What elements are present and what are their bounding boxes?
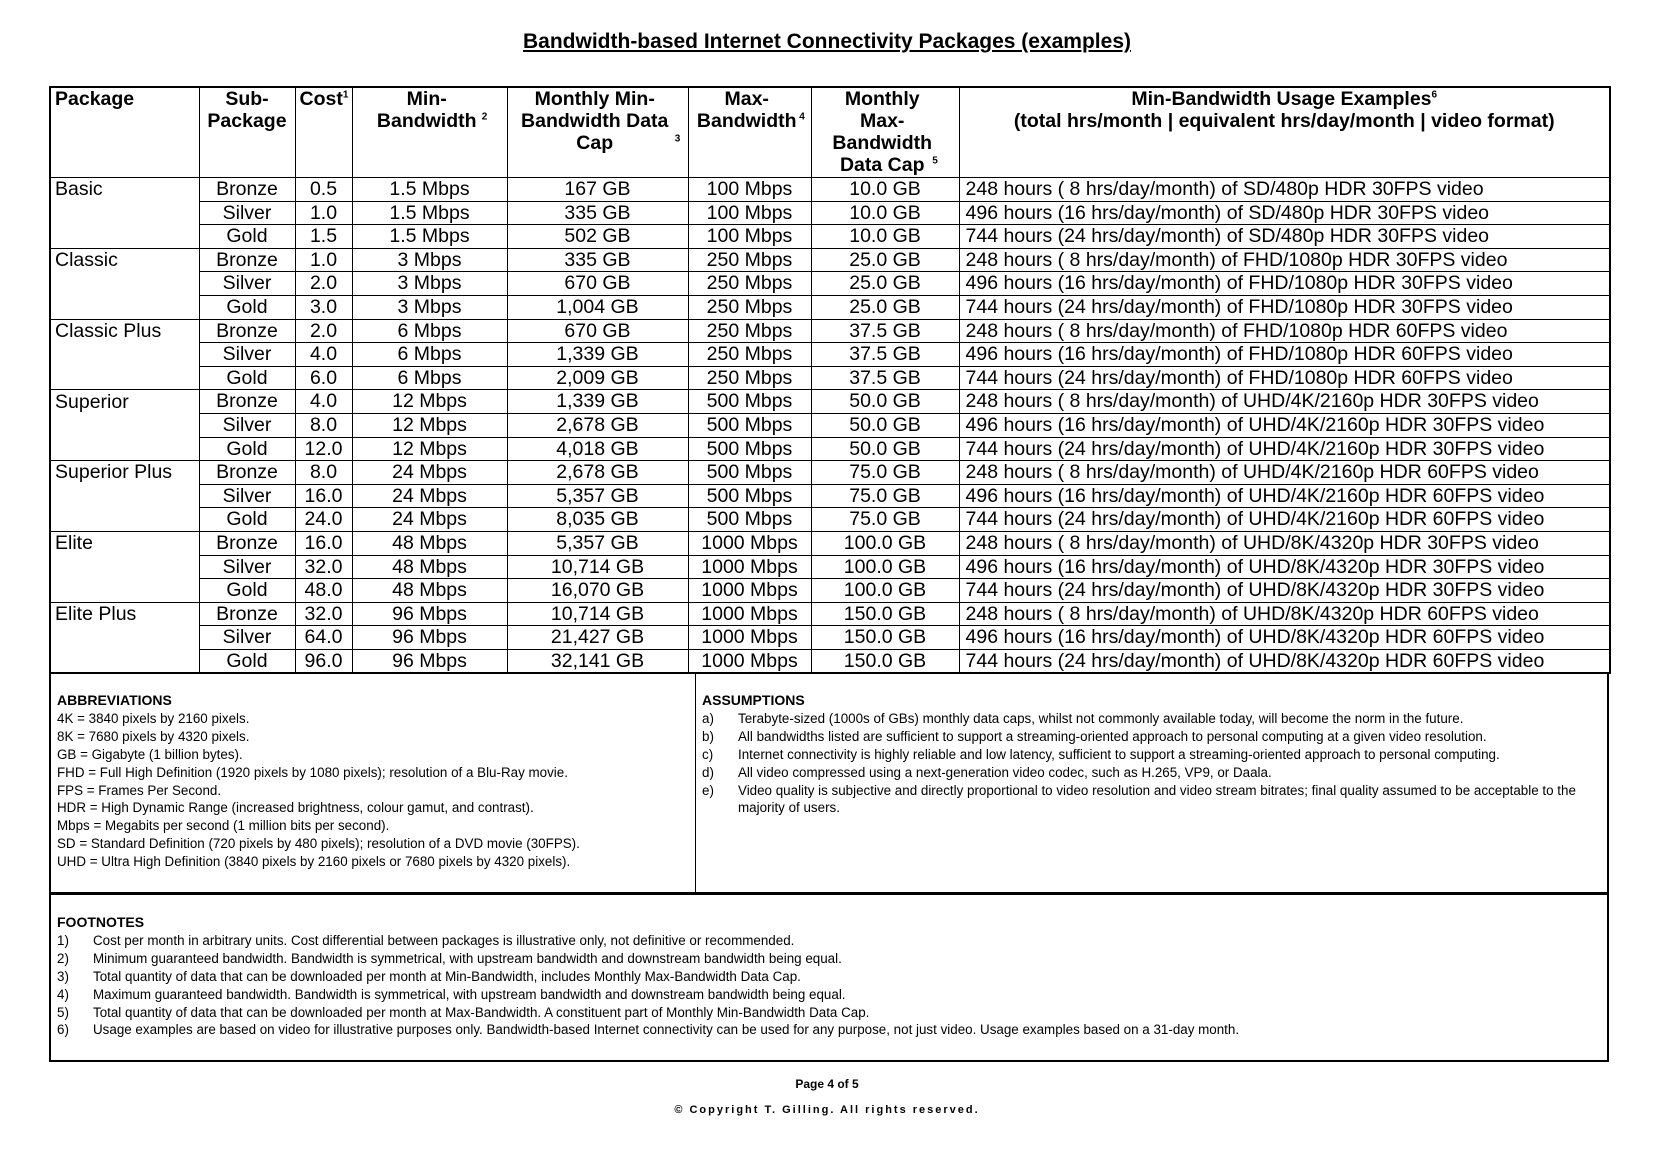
header-max-bandwidth: Max-Bandwidth $^4$ bbox=[688, 87, 811, 178]
cell-usage: 744 hours (24 hrs/day/month) of FHD/1080p HDR 30FPS video bbox=[959, 295, 1610, 319]
cell-min-bandwidth: 48 Mbps bbox=[352, 555, 507, 579]
footnote-text: Total quantity of data that can be downloaded per month at Max-Bandwidth. A constituent part of Monthly Min-Bandwidth Data Cap. bbox=[93, 1004, 870, 1020]
footnote-label: 5) bbox=[57, 1004, 69, 1020]
cell-cost: 4.0 bbox=[295, 390, 352, 414]
cell-package bbox=[50, 626, 199, 650]
table-row bbox=[50, 555, 1610, 579]
cell-usage: 496 hours (16 hrs/day/month) of UHD/8K/4320p HDR 30FPS video bbox=[959, 555, 1610, 579]
cell-package: Classic Plus bbox=[50, 319, 199, 343]
cell-usage: 744 hours (24 hrs/day/month) of UHD/4K/2160p HDR 30FPS video bbox=[959, 437, 1610, 461]
cell-cost: 96.0 bbox=[295, 649, 352, 673]
cell-package: Basic bbox=[50, 178, 199, 202]
copyright: © Copyright T. Gilling. All rights reserved. bbox=[674, 1104, 980, 1116]
cell-min-bandwidth: 96 Mbps bbox=[352, 626, 507, 650]
cell-min-bandwidth: 24 Mbps bbox=[352, 461, 507, 485]
cell-usage: 744 hours (24 hrs/day/month) of SD/480p HDR 30FPS video bbox=[959, 225, 1610, 249]
cell-min-bandwidth: 12 Mbps bbox=[352, 390, 507, 414]
cell-min-bandwidth: 3 Mbps bbox=[352, 248, 507, 272]
cell-min-bandwidth: 12 Mbps bbox=[352, 437, 507, 461]
cell-max-cap: 25.0 GB bbox=[811, 295, 959, 319]
cell-usage: 496 hours (16 hrs/day/month) of FHD/1080p HDR 60FPS video bbox=[959, 343, 1610, 367]
cell-cost: 48.0 bbox=[295, 579, 352, 603]
cell-max-bandwidth: 500 Mbps bbox=[688, 508, 811, 532]
cell-min-bandwidth: 1.5 Mbps bbox=[352, 201, 507, 225]
cell-sub-package: Gold bbox=[199, 295, 295, 319]
cell-usage: 496 hours (16 hrs/day/month) of UHD/4K/2160p HDR 30FPS video bbox=[959, 413, 1610, 437]
cell-usage: 744 hours (24 hrs/day/month) of UHD/8K/4320p HDR 30FPS video bbox=[959, 579, 1610, 603]
table-row bbox=[50, 225, 1610, 249]
cell-cost: 64.0 bbox=[295, 626, 352, 650]
cell-sub-package: Gold bbox=[199, 225, 295, 249]
cell-min-bandwidth: 24 Mbps bbox=[352, 484, 507, 508]
cell-cost: 8.0 bbox=[295, 461, 352, 485]
cell-max-bandwidth: 100 Mbps bbox=[688, 178, 811, 202]
abbreviation-item: Mbps = Megabits per second (1 million bits per second). bbox=[57, 818, 390, 834]
cell-min-cap: 335 GB bbox=[507, 201, 688, 225]
cell-cost: 32.0 bbox=[295, 555, 352, 579]
footnote-label: 3) bbox=[57, 968, 69, 984]
table-row bbox=[50, 272, 1610, 296]
cell-min-cap: 1,004 GB bbox=[507, 295, 688, 319]
footnotes-heading: FOOTNOTES bbox=[57, 914, 145, 930]
cell-max-cap: 10.0 GB bbox=[811, 225, 959, 249]
table-row bbox=[50, 531, 1610, 555]
cell-package: Superior bbox=[50, 390, 199, 414]
cell-max-cap: 50.0 GB bbox=[811, 390, 959, 414]
footnote-text: Minimum guaranteed bandwidth. Bandwidth is symmetrical, with upstream bandwidth and downstream bandwidth being equal. bbox=[93, 950, 842, 966]
abbreviation-item: 4K = 3840 pixels by 2160 pixels. bbox=[57, 710, 250, 726]
cell-max-cap: 25.0 GB bbox=[811, 248, 959, 272]
cell-max-bandwidth: 250 Mbps bbox=[688, 343, 811, 367]
cell-max-cap: 100.0 GB bbox=[811, 579, 959, 603]
cell-min-cap: 10,714 GB bbox=[507, 555, 688, 579]
cell-max-cap: 100.0 GB bbox=[811, 531, 959, 555]
cell-max-bandwidth: 1000 Mbps bbox=[688, 649, 811, 673]
cell-min-cap: 32,141 GB bbox=[507, 649, 688, 673]
cell-usage: 744 hours (24 hrs/day/month) of UHD/4K/2160p HDR 60FPS video bbox=[959, 508, 1610, 532]
footnote-item bbox=[57, 1021, 1601, 1039]
table-row bbox=[50, 437, 1610, 461]
cell-package: Classic bbox=[50, 248, 199, 272]
cell-max-cap: 10.0 GB bbox=[811, 201, 959, 225]
cell-package bbox=[50, 343, 199, 367]
abbreviations-heading: ABBREVIATIONS bbox=[57, 692, 172, 708]
footnote-item bbox=[57, 1004, 1601, 1022]
assumption-text: Internet connectivity is highly reliable and low latency, sufficient to support a streaming-oriented approach to personal computing. bbox=[738, 746, 1500, 762]
cell-min-cap: 1,339 GB bbox=[507, 390, 688, 414]
packages-table bbox=[49, 86, 1611, 674]
cell-min-cap: 335 GB bbox=[507, 248, 688, 272]
cell-min-cap: 167 GB bbox=[507, 178, 688, 202]
assumption-item bbox=[702, 710, 1599, 728]
cell-max-cap: 10.0 GB bbox=[811, 178, 959, 202]
cell-max-cap: 37.5 GB bbox=[811, 366, 959, 390]
cell-min-bandwidth: 6 Mbps bbox=[352, 319, 507, 343]
cell-cost: 1.5 bbox=[295, 225, 352, 249]
table-row bbox=[50, 248, 1610, 272]
cell-max-bandwidth: 1000 Mbps bbox=[688, 579, 811, 603]
abbreviation-item: FPS = Frames Per Second. bbox=[57, 782, 222, 798]
assumption-label: c) bbox=[702, 746, 714, 762]
cell-usage: 248 hours ( 8 hrs/day/month) of UHD/4K/2160p HDR 60FPS video bbox=[959, 461, 1610, 485]
cell-max-bandwidth: 100 Mbps bbox=[688, 225, 811, 249]
notes-section bbox=[49, 674, 1609, 894]
page-number: Page 4 of 5 bbox=[795, 1077, 859, 1091]
cell-cost: 4.0 bbox=[295, 343, 352, 367]
cell-package bbox=[50, 508, 199, 532]
cell-sub-package: Silver bbox=[199, 626, 295, 650]
cell-max-cap: 25.0 GB bbox=[811, 272, 959, 296]
cell-cost: 3.0 bbox=[295, 295, 352, 319]
footnote-item bbox=[57, 986, 1601, 1004]
cell-min-bandwidth: 6 Mbps bbox=[352, 366, 507, 390]
cell-sub-package: Silver bbox=[199, 413, 295, 437]
cell-max-bandwidth: 500 Mbps bbox=[688, 437, 811, 461]
table-row bbox=[50, 484, 1610, 508]
cell-min-bandwidth: 48 Mbps bbox=[352, 531, 507, 555]
cell-sub-package: Bronze bbox=[199, 248, 295, 272]
cell-cost: 6.0 bbox=[295, 366, 352, 390]
document-title: Bandwidth-based Internet Connectivity Packages (examples) bbox=[523, 30, 1131, 53]
assumption-text: Video quality is subjective and directly proportional to video resolution and video stream bitrates; final quality assumed to be acceptable to the majority of users. bbox=[738, 782, 1576, 816]
header-min-bandwidth: Min-Bandwidth $^2$ bbox=[352, 87, 507, 178]
cell-max-bandwidth: 100 Mbps bbox=[688, 201, 811, 225]
cell-max-bandwidth: 250 Mbps bbox=[688, 272, 811, 296]
cell-sub-package: Silver bbox=[199, 343, 295, 367]
footnote-label: 6) bbox=[57, 1022, 69, 1038]
cell-min-bandwidth: 3 Mbps bbox=[352, 272, 507, 296]
cell-min-bandwidth: 12 Mbps bbox=[352, 413, 507, 437]
cell-min-cap: 2,678 GB bbox=[507, 413, 688, 437]
cell-sub-package: Silver bbox=[199, 201, 295, 225]
table-row bbox=[50, 413, 1610, 437]
cell-usage: 248 hours ( 8 hrs/day/month) of FHD/1080p HDR 30FPS video bbox=[959, 248, 1610, 272]
cell-min-cap: 21,427 GB bbox=[507, 626, 688, 650]
cell-sub-package: Bronze bbox=[199, 390, 295, 414]
cell-max-bandwidth: 250 Mbps bbox=[688, 319, 811, 343]
table-row bbox=[50, 178, 1610, 202]
cell-min-cap: 502 GB bbox=[507, 225, 688, 249]
footnote-label: 2) bbox=[57, 950, 69, 966]
cell-min-bandwidth: 96 Mbps bbox=[352, 649, 507, 673]
footnote-item bbox=[57, 968, 1601, 986]
cell-min-cap: 2,009 GB bbox=[507, 366, 688, 390]
abbreviation-item: HDR = High Dynamic Range (increased brightness, colour gamut, and contrast). bbox=[57, 800, 534, 816]
cell-sub-package: Bronze bbox=[199, 602, 295, 626]
cell-package bbox=[50, 413, 199, 437]
cell-max-bandwidth: 1000 Mbps bbox=[688, 602, 811, 626]
cell-usage: 248 hours ( 8 hrs/day/month) of FHD/1080p HDR 60FPS video bbox=[959, 319, 1610, 343]
cell-max-bandwidth: 250 Mbps bbox=[688, 248, 811, 272]
cell-usage: 496 hours (16 hrs/day/month) of UHD/4K/2160p HDR 60FPS video bbox=[959, 484, 1610, 508]
cell-sub-package: Gold bbox=[199, 579, 295, 603]
cell-max-bandwidth: 1000 Mbps bbox=[688, 626, 811, 650]
footnote-item bbox=[57, 950, 1601, 968]
cell-cost: 2.0 bbox=[295, 319, 352, 343]
cell-usage: 496 hours (16 hrs/day/month) of SD/480p HDR 30FPS video bbox=[959, 201, 1610, 225]
table-row bbox=[50, 649, 1610, 673]
cell-package bbox=[50, 555, 199, 579]
cell-usage: 744 hours (24 hrs/day/month) of UHD/8K/4320p HDR 60FPS video bbox=[959, 649, 1610, 673]
cell-max-bandwidth: 500 Mbps bbox=[688, 484, 811, 508]
cell-min-bandwidth: 24 Mbps bbox=[352, 508, 507, 532]
table-row bbox=[50, 461, 1610, 485]
cell-min-cap: 670 GB bbox=[507, 272, 688, 296]
cell-max-bandwidth: 500 Mbps bbox=[688, 461, 811, 485]
cell-cost: 16.0 bbox=[295, 531, 352, 555]
cell-min-cap: 1,339 GB bbox=[507, 343, 688, 367]
cell-package bbox=[50, 649, 199, 673]
assumption-item bbox=[702, 728, 1599, 746]
cell-max-cap: 100.0 GB bbox=[811, 555, 959, 579]
cell-cost: 32.0 bbox=[295, 602, 352, 626]
footnote-text: Usage examples are based on video for illustrative purposes only. Bandwidth-based Internet connectivity can be used for any purpose, not just video. Usage examples based on a 31-day month. bbox=[93, 1022, 1240, 1038]
cell-sub-package: Gold bbox=[199, 437, 295, 461]
cell-min-bandwidth: 96 Mbps bbox=[352, 602, 507, 626]
cell-usage: 248 hours ( 8 hrs/day/month) of UHD/8K/4320p HDR 60FPS video bbox=[959, 602, 1610, 626]
header-max-cap: Monthly Max-Bandwidth Data Cap $^5$ bbox=[811, 87, 959, 178]
table-row bbox=[50, 295, 1610, 319]
cell-package bbox=[50, 225, 199, 249]
cell-min-cap: 5,357 GB bbox=[507, 484, 688, 508]
cell-min-bandwidth: 6 Mbps bbox=[352, 343, 507, 367]
assumption-text: All video compressed using a next-generation video codec, such as H.265, VP9, or Daala. bbox=[738, 764, 1272, 780]
cell-package: Elite Plus bbox=[50, 602, 199, 626]
cell-cost: 16.0 bbox=[295, 484, 352, 508]
assumption-item bbox=[702, 782, 1599, 818]
cell-max-cap: 37.5 GB bbox=[811, 319, 959, 343]
table-row bbox=[50, 366, 1610, 390]
table-row bbox=[50, 602, 1610, 626]
cell-sub-package: Gold bbox=[199, 366, 295, 390]
cell-min-cap: 10,714 GB bbox=[507, 602, 688, 626]
cell-package bbox=[50, 295, 199, 319]
table-row bbox=[50, 319, 1610, 343]
cell-package bbox=[50, 484, 199, 508]
footnote-label: 4) bbox=[57, 986, 69, 1002]
cell-max-cap: 75.0 GB bbox=[811, 461, 959, 485]
cell-package bbox=[50, 579, 199, 603]
cell-max-bandwidth: 500 Mbps bbox=[688, 413, 811, 437]
cell-sub-package: Silver bbox=[199, 484, 295, 508]
assumptions-panel bbox=[696, 674, 1607, 892]
header-cost: Cost$^1$ bbox=[295, 87, 352, 178]
cell-package: Superior Plus bbox=[50, 461, 199, 485]
cell-sub-package: Silver bbox=[199, 272, 295, 296]
cell-package bbox=[50, 201, 199, 225]
cell-cost: 12.0 bbox=[295, 437, 352, 461]
table-row bbox=[50, 343, 1610, 367]
cell-cost: 0.5 bbox=[295, 178, 352, 202]
cell-max-cap: 50.0 GB bbox=[811, 437, 959, 461]
cell-cost: 24.0 bbox=[295, 508, 352, 532]
cell-min-cap: 4,018 GB bbox=[507, 437, 688, 461]
footnotes-panel bbox=[49, 894, 1609, 1062]
cell-max-cap: 50.0 GB bbox=[811, 413, 959, 437]
footnote-label: 1) bbox=[57, 932, 69, 948]
abbreviation-item: 8K = 7680 pixels by 4320 pixels. bbox=[57, 728, 250, 744]
assumption-label: e) bbox=[702, 782, 714, 798]
cell-usage: 248 hours ( 8 hrs/day/month) of UHD/4K/2160p HDR 30FPS video bbox=[959, 390, 1610, 414]
table-row bbox=[50, 508, 1610, 532]
cell-max-cap: 37.5 GB bbox=[811, 343, 959, 367]
table-row bbox=[50, 390, 1610, 414]
cell-cost: 2.0 bbox=[295, 272, 352, 296]
assumption-text: All bandwidths listed are sufficient to support a streaming-oriented approach to personal computing at a given video resolution. bbox=[738, 728, 1487, 744]
abbreviation-item: UHD = Ultra High Definition (3840 pixels by 2160 pixels or 7680 pixels by 4320 pixels). bbox=[57, 854, 571, 870]
cell-sub-package: Bronze bbox=[199, 178, 295, 202]
cell-sub-package: Silver bbox=[199, 555, 295, 579]
cell-max-cap: 150.0 GB bbox=[811, 602, 959, 626]
cell-cost: 1.0 bbox=[295, 248, 352, 272]
cell-sub-package: Gold bbox=[199, 649, 295, 673]
cell-min-bandwidth: 48 Mbps bbox=[352, 579, 507, 603]
cell-min-cap: 5,357 GB bbox=[507, 531, 688, 555]
table-row bbox=[50, 201, 1610, 225]
assumption-label: b) bbox=[702, 728, 714, 744]
abbreviation-item: SD = Standard Definition (720 pixels by 480 pixels); resolution of a DVD movie (30FPS). bbox=[57, 836, 580, 852]
cell-usage: 248 hours ( 8 hrs/day/month) of SD/480p HDR 30FPS video bbox=[959, 178, 1610, 202]
header-usage: Min-Bandwidth Usage Examples$^6$ (total hrs/month | equivalent hrs/day/month | video format) bbox=[959, 87, 1610, 178]
cell-max-bandwidth: 1000 Mbps bbox=[688, 531, 811, 555]
cell-min-cap: 8,035 GB bbox=[507, 508, 688, 532]
cell-usage: 496 hours (16 hrs/day/month) of UHD/8K/4320p HDR 60FPS video bbox=[959, 626, 1610, 650]
cell-sub-package: Bronze bbox=[199, 531, 295, 555]
cell-max-bandwidth: 1000 Mbps bbox=[688, 555, 811, 579]
cell-max-cap: 150.0 GB bbox=[811, 626, 959, 650]
cell-usage: 248 hours ( 8 hrs/day/month) of UHD/8K/4320p HDR 30FPS video bbox=[959, 531, 1610, 555]
cell-min-cap: 2,678 GB bbox=[507, 461, 688, 485]
table-row bbox=[50, 579, 1610, 603]
cell-min-cap: 16,070 GB bbox=[507, 579, 688, 603]
cell-min-bandwidth: 1.5 Mbps bbox=[352, 178, 507, 202]
cell-sub-package: Gold bbox=[199, 508, 295, 532]
header-sub-package: Sub-Package bbox=[199, 87, 295, 178]
assumption-label: d) bbox=[702, 764, 714, 780]
table-header-row bbox=[50, 87, 1610, 178]
cell-max-bandwidth: 250 Mbps bbox=[688, 366, 811, 390]
footnote-text: Maximum guaranteed bandwidth. Bandwidth is symmetrical, with upstream bandwidth and downstream bandwidth being equal. bbox=[93, 986, 846, 1002]
cell-package bbox=[50, 437, 199, 461]
assumption-label: a) bbox=[702, 710, 714, 726]
cell-usage: 744 hours (24 hrs/day/month) of FHD/1080p HDR 60FPS video bbox=[959, 366, 1610, 390]
cell-max-cap: 150.0 GB bbox=[811, 649, 959, 673]
abbreviation-item: FHD = Full High Definition (1920 pixels by 1080 pixels); resolution of a Blu-Ray movie. bbox=[57, 764, 568, 780]
abbreviations-panel bbox=[51, 674, 696, 892]
cell-package: Elite bbox=[50, 531, 199, 555]
cell-package bbox=[50, 272, 199, 296]
header-min-cap: Monthly Min-Bandwidth Data Cap $^3$ bbox=[507, 87, 688, 178]
table-row bbox=[50, 626, 1610, 650]
assumption-item bbox=[702, 746, 1599, 764]
abbreviation-item: GB = Gigabyte (1 billion bytes). bbox=[57, 746, 243, 762]
cell-min-cap: 670 GB bbox=[507, 319, 688, 343]
header-package: Package bbox=[50, 87, 199, 178]
cell-min-bandwidth: 1.5 Mbps bbox=[352, 225, 507, 249]
cell-cost: 1.0 bbox=[295, 201, 352, 225]
assumption-item bbox=[702, 764, 1599, 782]
cell-package bbox=[50, 366, 199, 390]
cell-cost: 8.0 bbox=[295, 413, 352, 437]
cell-sub-package: Bronze bbox=[199, 319, 295, 343]
assumptions-heading: ASSUMPTIONS bbox=[702, 692, 805, 708]
cell-min-bandwidth: 3 Mbps bbox=[352, 295, 507, 319]
cell-usage: 496 hours (16 hrs/day/month) of FHD/1080p HDR 30FPS video bbox=[959, 272, 1610, 296]
footnote-text: Cost per month in arbitrary units. Cost differential between packages is illustrative only, not definitive or recommended. bbox=[93, 932, 795, 948]
cell-max-cap: 75.0 GB bbox=[811, 484, 959, 508]
cell-max-bandwidth: 250 Mbps bbox=[688, 295, 811, 319]
footnote-text: Total quantity of data that can be downloaded per month at Min-Bandwidth, includes Monthly Max-Bandwidth Data Cap. bbox=[93, 968, 801, 984]
cell-max-cap: 75.0 GB bbox=[811, 508, 959, 532]
footnote-item bbox=[57, 932, 1601, 950]
assumption-text: Terabyte-sized (1000s of GBs) monthly data caps, whilst not commonly available today, will become the norm in the future. bbox=[738, 710, 1464, 726]
cell-max-bandwidth: 500 Mbps bbox=[688, 390, 811, 414]
cell-sub-package: Bronze bbox=[199, 461, 295, 485]
